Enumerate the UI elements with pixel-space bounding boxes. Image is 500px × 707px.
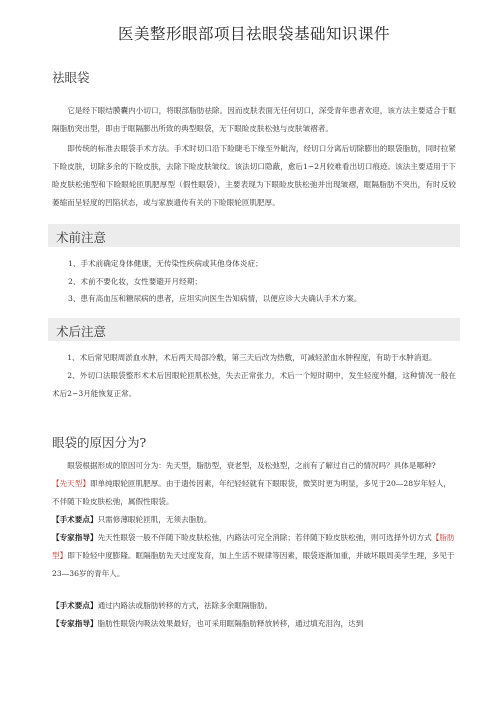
preop-item-2: 2、术前不要化妆，女性要避开月经期； [68,276,202,286]
label-expert-guide-2: 【专家指导】 [52,618,98,628]
causes-intro: 眼袋根据形成的原因可分为：先天型，脂肪型，衰老型，及松弛型，之前有了解过自己的情况吗？具体是哪种? [67,460,436,470]
label-fat-type: 【脂肪型】 [52,532,455,560]
postop-item-1: 1、术后常见眼周淤血水肿，术后两天局部冷敷，第三天后改为热敷，可减轻淤血水肿程度，有助于水肿消退。 [67,352,437,362]
text-surgery-key-2: 通过内路法或脂肪转移的方式，祛除多余眶隔脂肪。 [97,600,273,610]
expert-guide-2 [52,615,456,633]
label-congenital: 【先天型】 [52,478,90,488]
expert-guide-1 [52,529,456,583]
type-congenital [52,475,456,511]
surgery-key-1 [52,511,456,529]
label-surgery-key-2: 【手术要点】 [52,600,98,610]
text-surgery-key-1: 只需修薄眼轮匝肌，无须去脂肪。 [97,514,212,524]
page-title: 医美整形眼部项目祛眼袋基础知识课件 [117,25,390,43]
postop-item-2: 2、外切口法眼袋整形术术后因眼轮匝肌松弛，失去正常张力，术后一个短时期中，发生轻度外翻，这种情况一般在术后2∽3月能恢复正常。 [52,370,456,398]
text-expert-guide-1a: 先天性眼袋一般不伴随下睑皮肤松弛，内路法可完全消除；若伴随下睑皮肤松弛，则可选择外切方式 [97,532,432,542]
paragraph-traditional-method: 即传统的标准去眼袋手术方法。手术时切口沿下睑睫毛下缘至外眦沟，经切口分离后切除膨出的眼袋脂肪，同时拉紧下睑皮肤，切除多余的下睑皮肤，去除下睑皮肤皱纹。该法切口隐蔽，愈后1∽2月较难看出切口痕迹。该法主要适用于下睑皮肤松弛型和下睑眼轮匝肌肥厚型（假性眼袋），主要表现为下眼睑皮肤松弛并出现皱褶，眶隔脂肪不突出，有时反较萎缩而呈轻度的凹陷状态，或与家族遗传有关的下睑眼轮匝肌肥厚。 [52,144,456,207]
section-heading-eyebag-removal: 祛眼袋 [52,70,90,85]
section-heading-causes: 眼袋的原因分为? [52,434,147,450]
preop-item-3: 3、患有高血压和糖尿病的患者，应坦实向医生告知病情，以便应诊大夫确认手术方案。 [68,294,362,303]
text-congenital: 即单纯眼轮匝肌肥厚。由于遗传因素，年纪轻轻就有下眼眼袋，微笑时更为明显，多见于20—28岁年轻人，不伴随下睑皮肤松弛，属假性眼袋。 [52,478,452,506]
label-surgery-key-1: 【手术要点】 [52,514,98,524]
label-expert-guide-1: 【专家指导】 [52,532,98,542]
section-heading-postop: 术后注意 [48,318,460,341]
preop-item-1: 1、手术前确定身体健康，无传染性疾病或其他身体炎症； [68,259,263,268]
section-heading-preop: 术前注意 [48,224,460,247]
text-fat-type: 即下睑轻中度膨隆。眶隔脂肪先天过度发育，加上生活不规律等因素，眼袋逐渐加重，并破坏眼周美学生理，多见于23—36岁的青年人。 [52,550,455,578]
text-expert-guide-2: 脂肪性眼袋内吸法效果最好，也可采用眶隔脂肪释放转移，通过填充泪沟，达到 [97,618,364,628]
paragraph-intro: 它是经下眼结膜囊内小切口，将眼部脂肪祛除。因而皮肤表面无任何切口，深受青年患者欢迎，该方法主要适合于眶隔脂肪突出型，即由于眶隔膨出所致的典型眼袋，无下眼睑皮肤松弛与皮肤皱褶者。 [52,106,456,133]
surgery-key-2 [52,597,456,615]
